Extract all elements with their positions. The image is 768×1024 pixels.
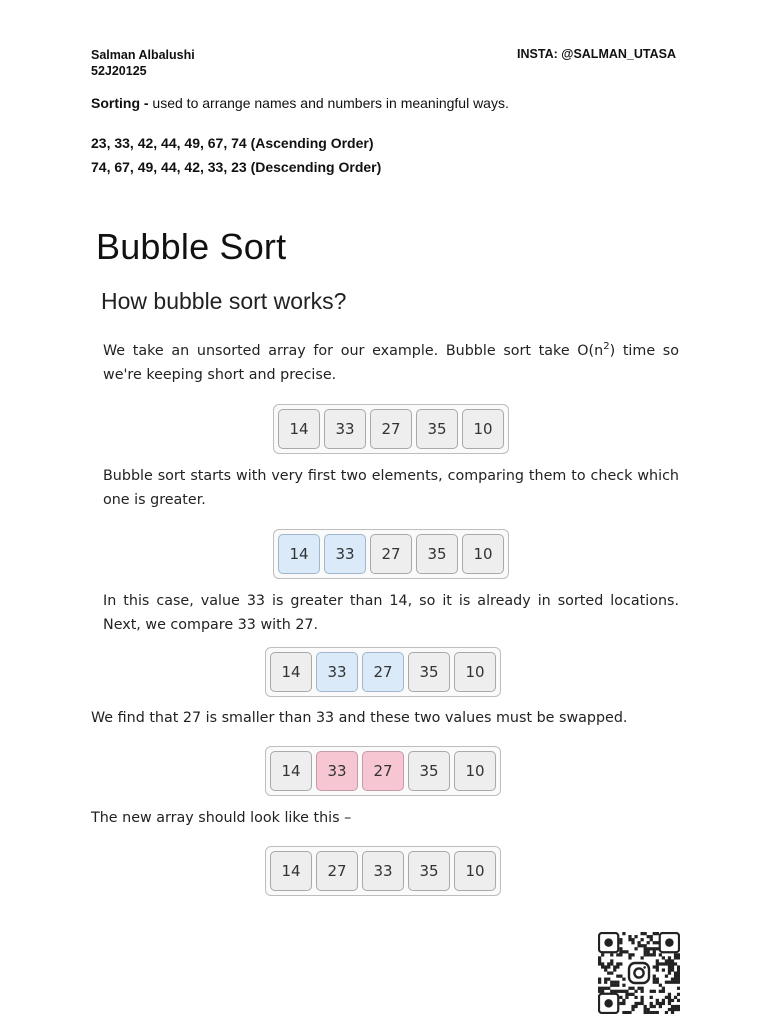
array-cell: 10	[454, 851, 496, 891]
array-cell: 27	[362, 652, 404, 692]
array-cell: 27	[316, 851, 358, 891]
array-cell: 35	[416, 409, 458, 449]
array-cell: 33	[324, 534, 366, 574]
p1-text-end: ) time so we're keeping short and precise.	[103, 343, 679, 383]
paragraph-1	[103, 339, 679, 387]
author-name: Salman Albalushi	[91, 48, 195, 62]
array-cell: 33	[316, 751, 358, 791]
array-cell: 14	[270, 851, 312, 891]
array-row-1	[273, 404, 509, 454]
array-cell: 14	[270, 652, 312, 692]
array-cell: 10	[462, 409, 504, 449]
array-row-3	[265, 647, 501, 697]
section-heading: How bubble sort works?	[101, 288, 347, 314]
paragraph-5: The new array should look like this –	[91, 810, 352, 826]
array-cell: 33	[362, 851, 404, 891]
instagram-handle: INSTA: @SALMAN_UTASA	[517, 47, 676, 61]
author-id: 52J20125	[91, 64, 147, 78]
array-cell: 10	[462, 534, 504, 574]
array-cell: 35	[416, 534, 458, 574]
array-cell: 27	[370, 534, 412, 574]
array-cell: 33	[324, 409, 366, 449]
array-row-5	[265, 846, 501, 896]
array-row-2	[273, 529, 509, 579]
array-cell: 35	[408, 751, 450, 791]
p1-text: We take an unsorted array for our example. Bubble sort take O(n	[103, 343, 604, 359]
array-cell: 27	[362, 751, 404, 791]
page-title: Bubble Sort	[96, 226, 287, 267]
paragraph-2: Bubble sort starts with very first two elements, comparing them to check which one is greater.	[103, 468, 679, 508]
array-cell: 10	[454, 652, 496, 692]
order-examples	[91, 131, 381, 179]
array-cell: 14	[270, 751, 312, 791]
array-cell: 14	[278, 534, 320, 574]
paragraph-3: In this case, value 33 is greater than 14, so it is already in sorted locations. Next, we compare 33 with 27.	[103, 593, 679, 633]
array-cell: 35	[408, 851, 450, 891]
paragraph-4: We find that 27 is smaller than 33 and these two values must be swapped.	[91, 710, 628, 726]
instagram-qr-code-icon	[598, 932, 680, 1014]
descending-example: 74, 67, 49, 44, 42, 33, 23 (Descending Order)	[91, 159, 382, 175]
array-row-4	[265, 746, 501, 796]
sorting-text: used to arrange names and numbers in meaningful ways.	[148, 95, 509, 111]
p1-superscript: 2	[603, 341, 610, 353]
array-cell: 27	[370, 409, 412, 449]
array-cell: 14	[278, 409, 320, 449]
array-cell: 33	[316, 652, 358, 692]
array-cell: 10	[454, 751, 496, 791]
sorting-definition	[91, 95, 509, 111]
array-cell: 35	[408, 652, 450, 692]
author-block	[91, 47, 195, 79]
ascending-example: 23, 33, 42, 44, 49, 67, 74 (Ascending Order)	[91, 135, 374, 151]
sorting-term: Sorting -	[91, 95, 149, 111]
